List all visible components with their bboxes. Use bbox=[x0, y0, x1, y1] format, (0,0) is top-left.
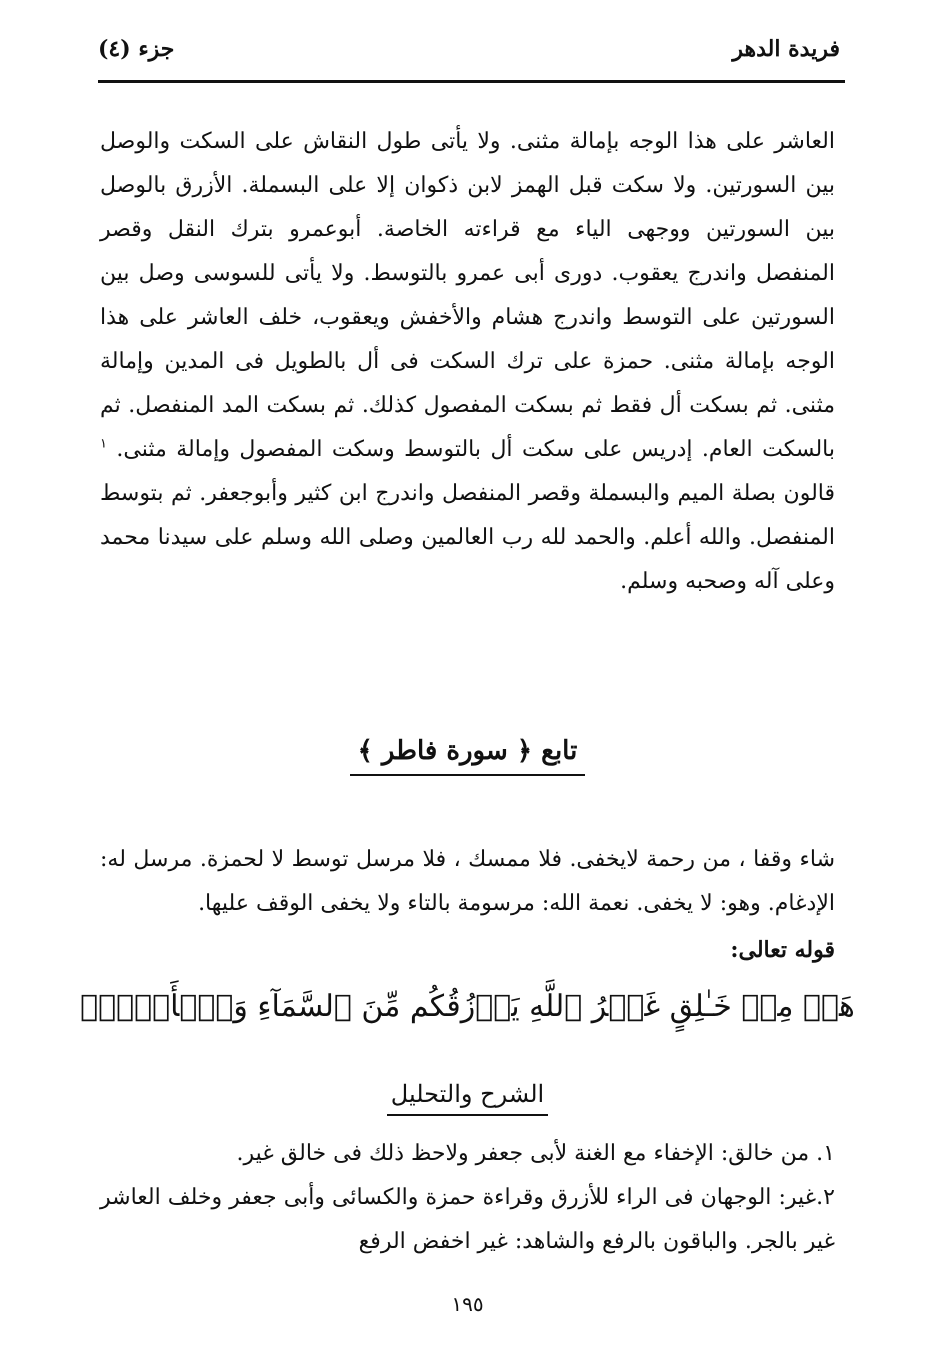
verse-intro: قوله تعالى: bbox=[730, 937, 835, 963]
section-title-text: تابع ﴿ سورة فاطر ﴾ bbox=[350, 736, 586, 776]
note-item: ٢.غير: الوجهان فى الراء للأزرق وقراءة حمزة والكسائى وأبى جعفر وخلف العاشر غير بالجر. والباقون بالرفع والشاهد: غير اخفض الرفع bbox=[100, 1185, 835, 1254]
subheading-text: الشرح والتحليل bbox=[387, 1080, 548, 1116]
paragraph-qiraat-summary bbox=[100, 120, 835, 604]
subheading bbox=[0, 1080, 935, 1116]
header-rule bbox=[98, 80, 845, 83]
paragraph-text-part1: العاشر على هذا الوجه بإمالة مثنى. ولا يأتى طول النقاش على السكت والوصل بين السورتين. ولا سكت قبل الهمز لابن ذكوان إلا على البسملة. الأزرق بالوصل بين السورتين ووجهى الياء مع قراءته الخاصة. أبوعمرو بترك النقل وقصر المنفصل واندرج يعقوب. دورى أبى عمرو بالتوسط. ولا يأتى للسوسى وصل بين السورتين على التوسط واندرج هشام والأخفش ويعقوب، خلف العاشر على هذا الوجه بإمالة مثنى. حمزة على ترك السكت فى أل بالطويل فى المدين وإمالة مثنى. ثم بسكت أل فقط ثم بسكت المفصول كذلك. ثم بسكت المد المنفصل. ثم بالسكت العام. إدريس على سكت أل بالتوسط وسكت المفصول وإمالة مثنى. bbox=[100, 129, 835, 462]
footnote-mark: ١ bbox=[100, 436, 107, 452]
paragraph-text-part2: قالون بصلة الميم والبسملة وقصر المنفصل واندرج ابن كثير وأبوجعفر. ثم بتوسط المنفصل. والله أعلم. والحمد لله رب العالمين وصلى الله وسلم على سيدنا محمد وعلى آله وصحبه وسلم. bbox=[100, 481, 835, 594]
quran-verse: هَلۡ مِنۡ خَـٰلِقٍ غَيۡرُ ٱللَّهِ يَرۡزُقُكُم مِّنَ ٱلسَّمَآءِ وَٱلۡأَرۡضِۚ bbox=[80, 989, 855, 1024]
note-item: ١. من خالق: الإخفاء مع الغنة لأبى جعفر ولاحظ ذلك فى خالق غير. bbox=[236, 1141, 835, 1166]
running-header bbox=[98, 36, 840, 76]
notes-list bbox=[100, 1132, 835, 1264]
book-title: فريدة الدهر bbox=[732, 36, 840, 62]
paragraph-notes-intro: شاء وقفا ، من رحمة لايخفى. فلا ممسك ، فلا مرسل توسط لا لحمزة. مرسل له: الإدغام. وهو: لا يخفى. نعمة الله: مرسومة بالتاء ولا يخفى الوقف عليها. bbox=[100, 847, 835, 916]
section-title bbox=[0, 736, 935, 776]
part-label: جزء (٤) bbox=[98, 36, 175, 62]
page-number: ١٩٥ bbox=[451, 1292, 484, 1316]
